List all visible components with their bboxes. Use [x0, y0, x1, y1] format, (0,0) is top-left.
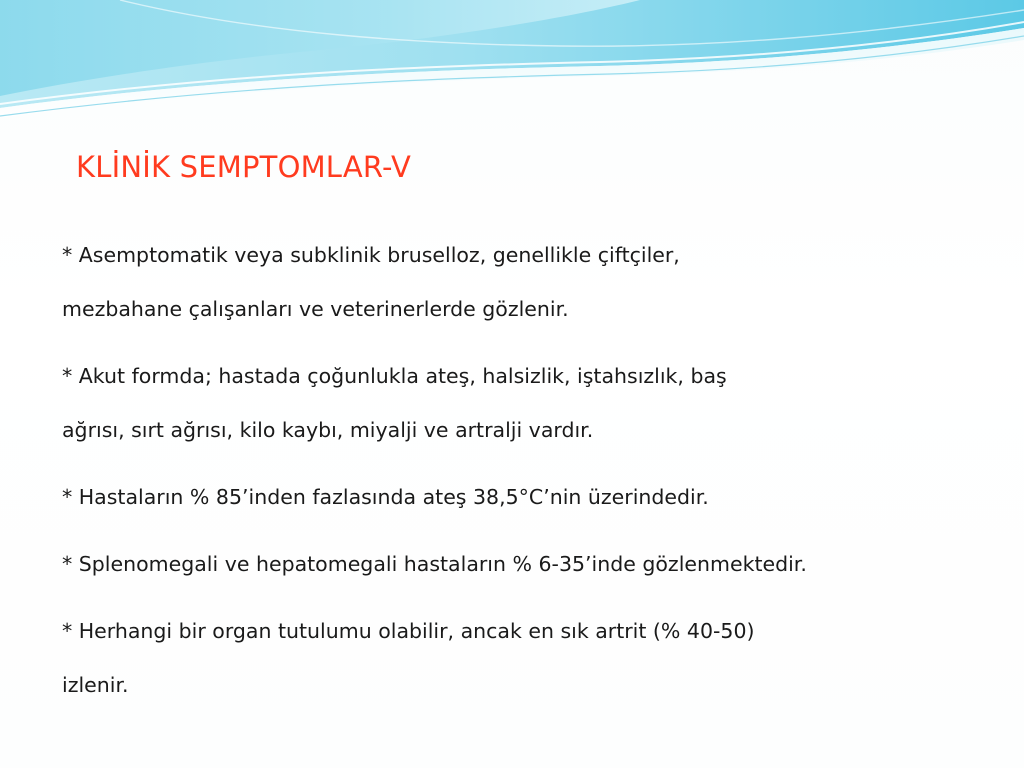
bullet-paragraph-3: [62, 470, 982, 524]
paragraph-line: ağrısı, sırt ağrısı, kilo kaybı, miyalji ve artralji vardır.: [62, 418, 594, 442]
bullet-paragraph-2: [62, 349, 982, 457]
slide-title: KLİNİK SEMPTOMLAR-V: [76, 150, 412, 184]
paragraph-line: mezbahane çalışanları ve veterinerlerde gözlenir.: [62, 297, 569, 321]
bullet-paragraph-1: [62, 228, 982, 336]
paragraph-line: * Asemptomatik veya subklinik bruselloz, genellikle çiftçiler,: [62, 243, 680, 267]
bullet-paragraph-4: [62, 537, 982, 591]
paragraph-line: * Hastaların % 85’inden fazlasında ateş 38,5°C’nin üzerindedir.: [62, 485, 709, 509]
header-wave-decoration: [0, 0, 1024, 130]
paragraph-line: * Akut formda; hastada çoğunlukla ateş, halsizlik, iştahsızlık, baş: [62, 364, 727, 388]
paragraph-line: * Herhangi bir organ tutulumu olabilir, ancak en sık artrit (% 40-50): [62, 619, 755, 643]
bullet-paragraph-5: [62, 604, 982, 712]
paragraph-line: izlenir.: [62, 673, 129, 697]
slide-body: [62, 228, 982, 725]
paragraph-line: * Splenomegali ve hepatomegali hastaların % 6-35’inde gözlenmektedir.: [62, 552, 807, 576]
